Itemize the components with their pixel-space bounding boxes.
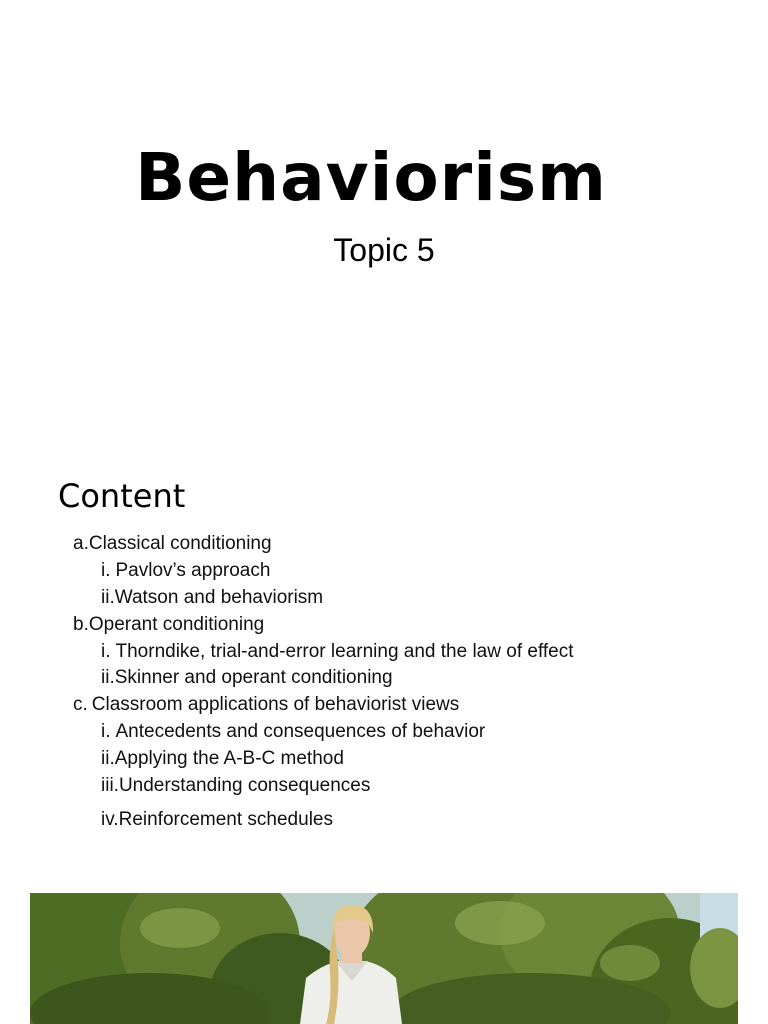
outline-item <box>101 747 344 771</box>
outline-marker: c. <box>73 694 88 715</box>
outline-text: Understanding consequences <box>118 775 371 796</box>
outline-item <box>101 559 270 583</box>
outline-item <box>73 693 459 717</box>
outline-item <box>101 720 485 744</box>
outline-item <box>73 532 272 556</box>
slide-photo <box>30 893 738 1024</box>
outline-marker: ii. <box>101 748 115 769</box>
outline-item <box>101 808 333 832</box>
content-heading: Content <box>58 477 186 515</box>
outline-text: Thorndike, trial-and-error learning and the law of effect <box>115 641 574 662</box>
outline-marker: ii. <box>101 667 115 688</box>
outline-text: Skinner and operant conditioning <box>114 667 393 688</box>
outline-text: Watson and behaviorism <box>114 587 324 608</box>
outline-text: Antecedents and consequences of behavior <box>115 721 486 742</box>
outline-marker: i. <box>101 641 111 662</box>
outline-text: Operant conditioning <box>88 614 265 635</box>
outline-item <box>101 666 393 690</box>
outline-marker: ii. <box>101 587 115 608</box>
slide-title: Behaviorism <box>135 139 607 216</box>
outline-marker: i. <box>101 560 111 581</box>
outline-text: Reinforcement schedules <box>118 809 333 830</box>
photo-person-outdoors-icon <box>30 893 738 1024</box>
outline-marker: iii. <box>101 775 119 796</box>
outline-text: Applying the A-B-C method <box>114 748 344 769</box>
outline-text: Classroom applications of behaviorist views <box>91 694 460 715</box>
outline-item <box>101 640 574 664</box>
outline-item <box>73 613 264 637</box>
outline-marker: a. <box>73 533 89 554</box>
outline-marker: b. <box>73 614 89 635</box>
slide-subtitle: Topic 5 <box>333 232 435 268</box>
outline-item <box>101 774 370 798</box>
outline-marker: i. <box>101 721 111 742</box>
outline-text: Classical conditioning <box>88 533 272 554</box>
outline-text: Pavlov’s approach <box>115 560 271 581</box>
outline-item <box>101 586 323 610</box>
outline-marker: iv. <box>101 809 119 830</box>
